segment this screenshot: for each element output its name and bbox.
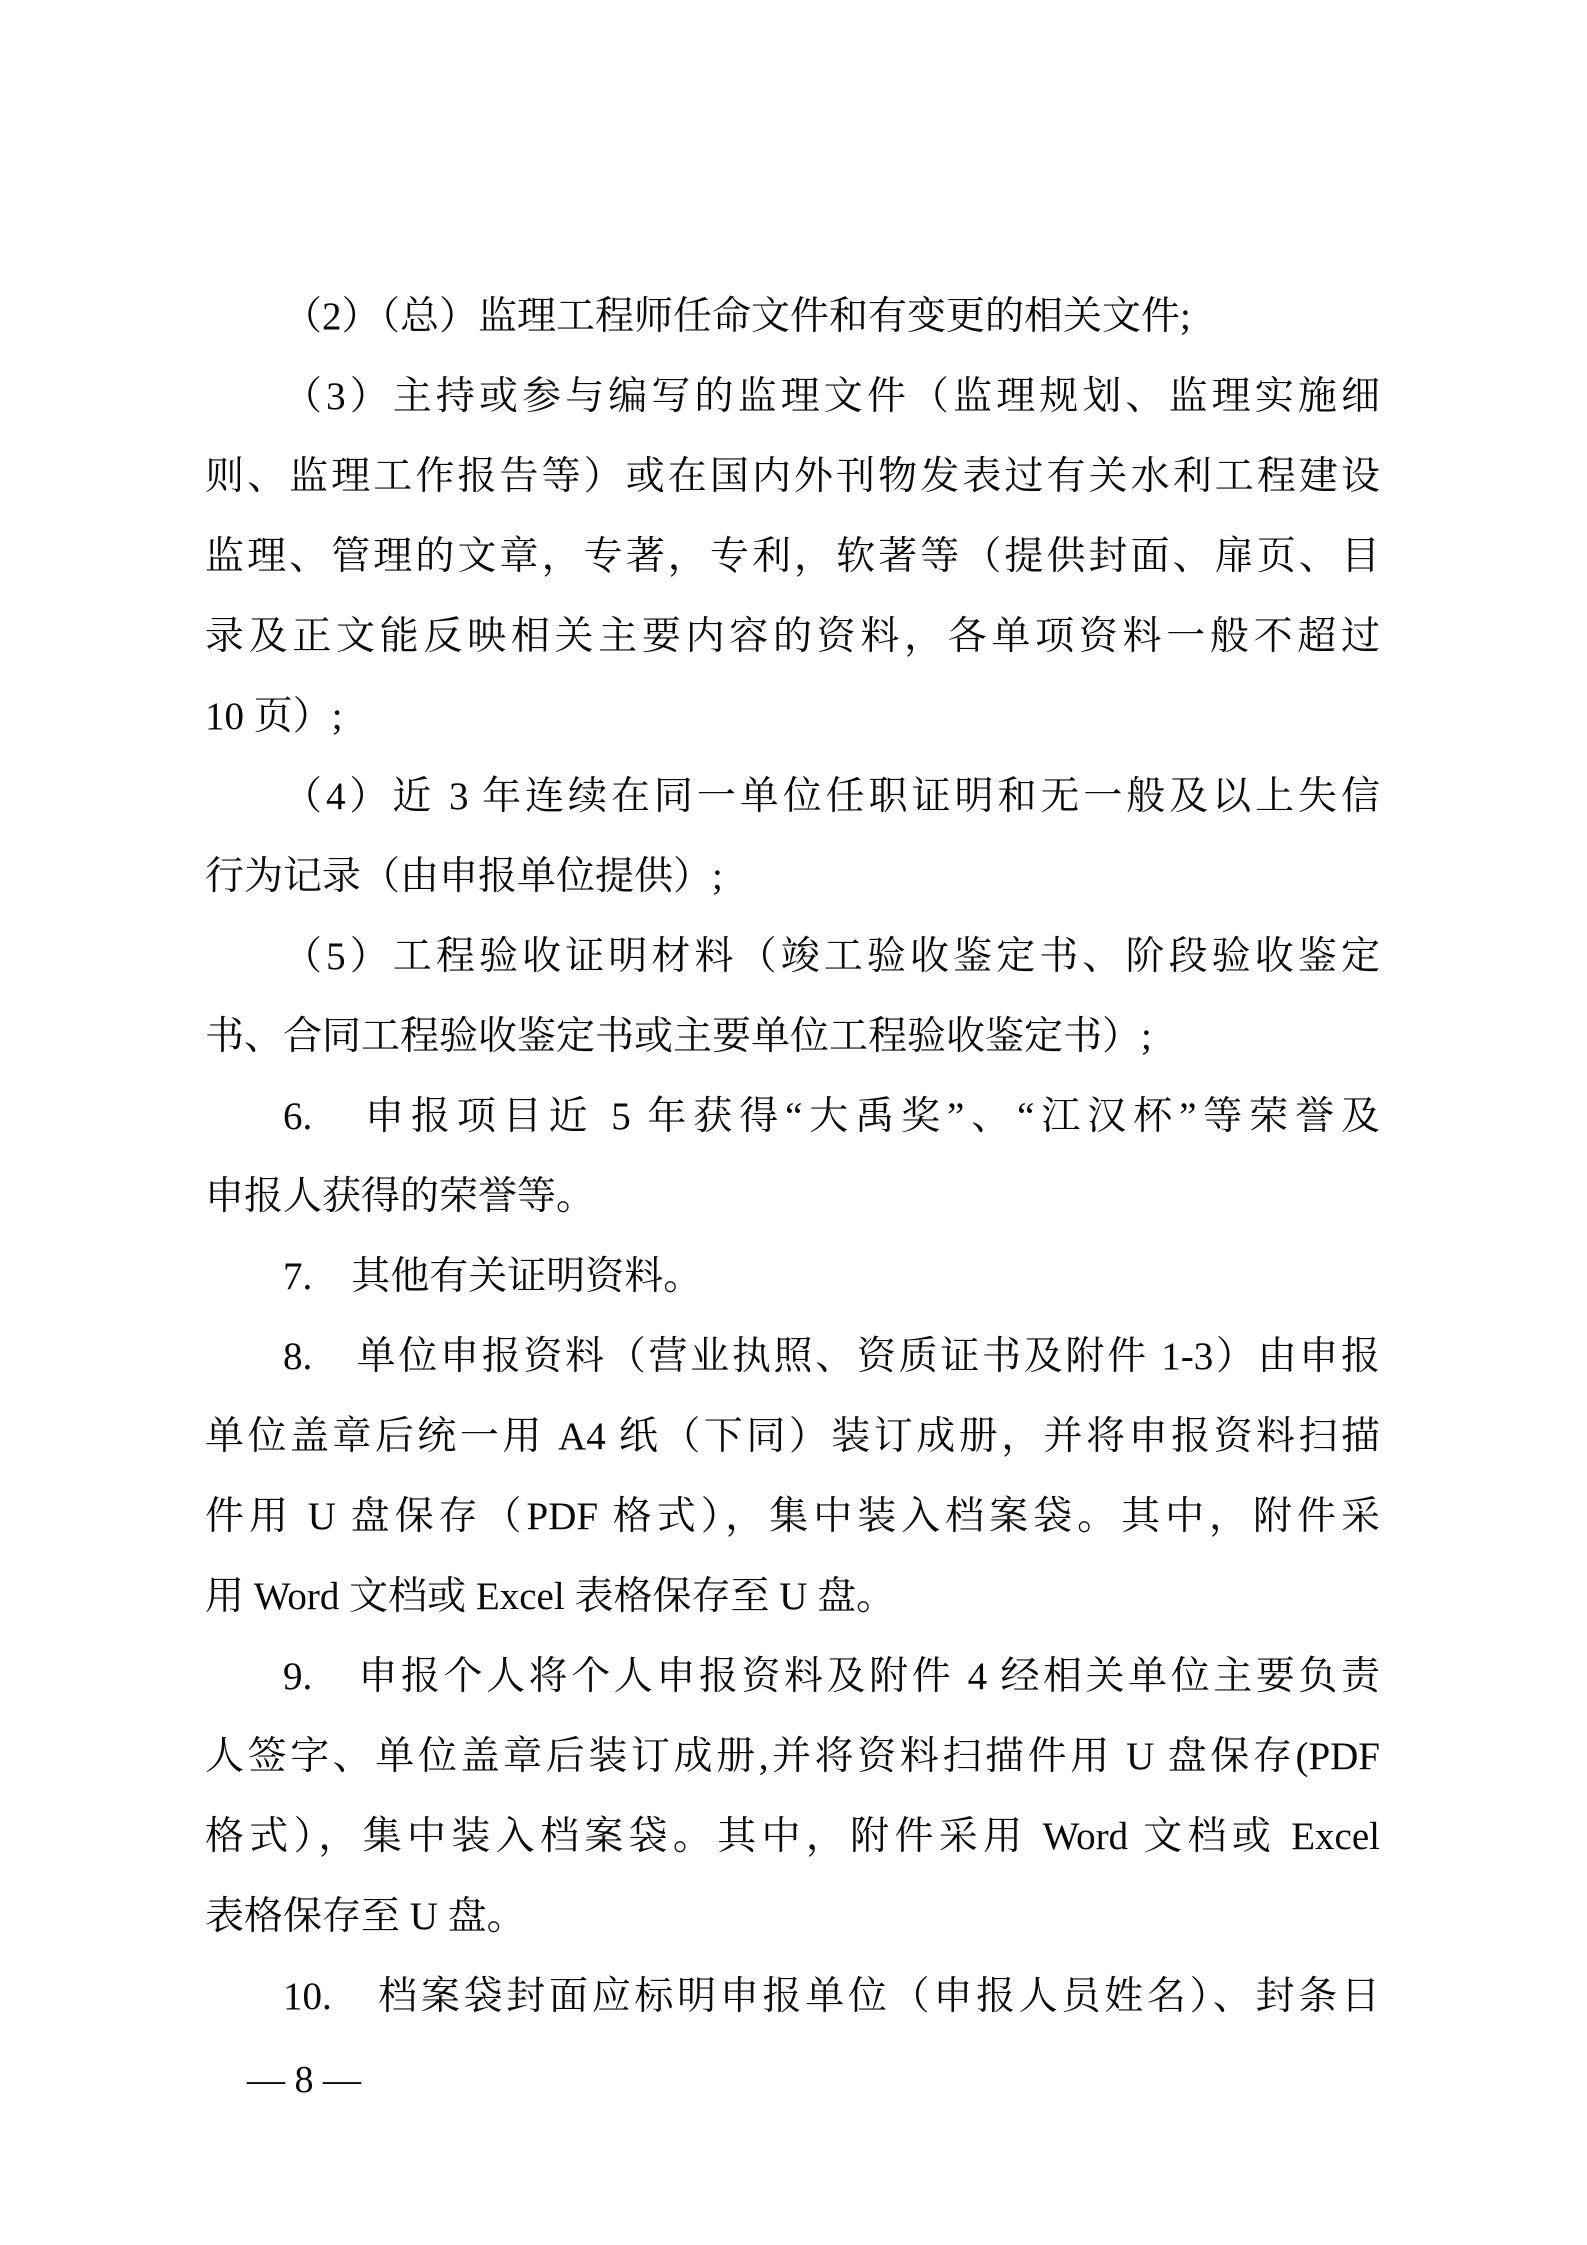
page-footer <box>247 2050 361 2110</box>
text-line-12: 申报人获得的荣誉等。 <box>205 1175 596 1218</box>
text-line-11: 6. 申报项目近 5 年获得“大禹奖”、“江汉杯”等荣誉及 <box>283 1095 1380 1138</box>
text-line-10: 书、合同工程验收鉴定书或主要单位工程验收鉴定书）; <box>205 1015 1152 1058</box>
text-line-18: 9. 申报个人将个人申报资料及附件 4 经相关单位主要负责 <box>283 1655 1380 1698</box>
text-line-22: 10. 档案袋封面应标明申报单位（申报人员姓名）、封条日 <box>283 1975 1380 2018</box>
text-line-5: 录及正文能反映相关主要内容的资料，各单项资料一般不超过 <box>205 615 1380 658</box>
text-line-7: （4）近 3 年连续在同一单位任职证明和无一般及以上失信 <box>283 775 1380 818</box>
text-line-15: 单位盖章后统一用 A4 纸（下同）装订成册，并将申报资料扫描 <box>205 1415 1380 1458</box>
text-line-14: 8. 单位申报资料（营业执照、资质证书及附件 1-3）由申报 <box>283 1335 1380 1378</box>
text-line-4: 监理、管理的文章，专著，专利，软著等（提供封面、扉页、目 <box>205 535 1380 578</box>
document-body <box>205 277 1380 2037</box>
text-line-19: 人签字、单位盖章后装订成册,并将资料扫描件用 U 盘保存(PDF <box>205 1735 1380 1778</box>
text-line-3: 则、监理工作报告等）或在国内外刊物发表过有关水利工程建设 <box>205 455 1380 498</box>
text-line-17: 用 Word 文档或 Excel 表格保存至 U 盘。 <box>205 1575 896 1618</box>
text-line-13: 7. 其他有关证明资料。 <box>283 1255 703 1298</box>
text-line-6: 10 页）; <box>205 695 343 738</box>
text-line-9: （5）工程验收证明材料（竣工验收鉴定书、阶段验收鉴定 <box>283 935 1380 978</box>
text-line-1: （2）（总）监理工程师任命文件和有变更的相关文件; <box>283 295 1191 338</box>
page-number: — 8 — <box>247 2059 361 2101</box>
text-line-2: （3）主持或参与编写的监理文件（监理规划、监理实施细 <box>283 375 1380 418</box>
text-line-8: 行为记录（由申报单位提供）; <box>205 855 723 898</box>
text-line-16: 件用 U 盘保存（PDF 格式），集中装入档案袋。其中，附件采 <box>205 1495 1380 1538</box>
text-line-20: 格式），集中装入档案袋。其中，附件采用 Word 文档或 Excel <box>205 1815 1380 1858</box>
text-line-21: 表格保存至 U 盘。 <box>205 1895 526 1938</box>
